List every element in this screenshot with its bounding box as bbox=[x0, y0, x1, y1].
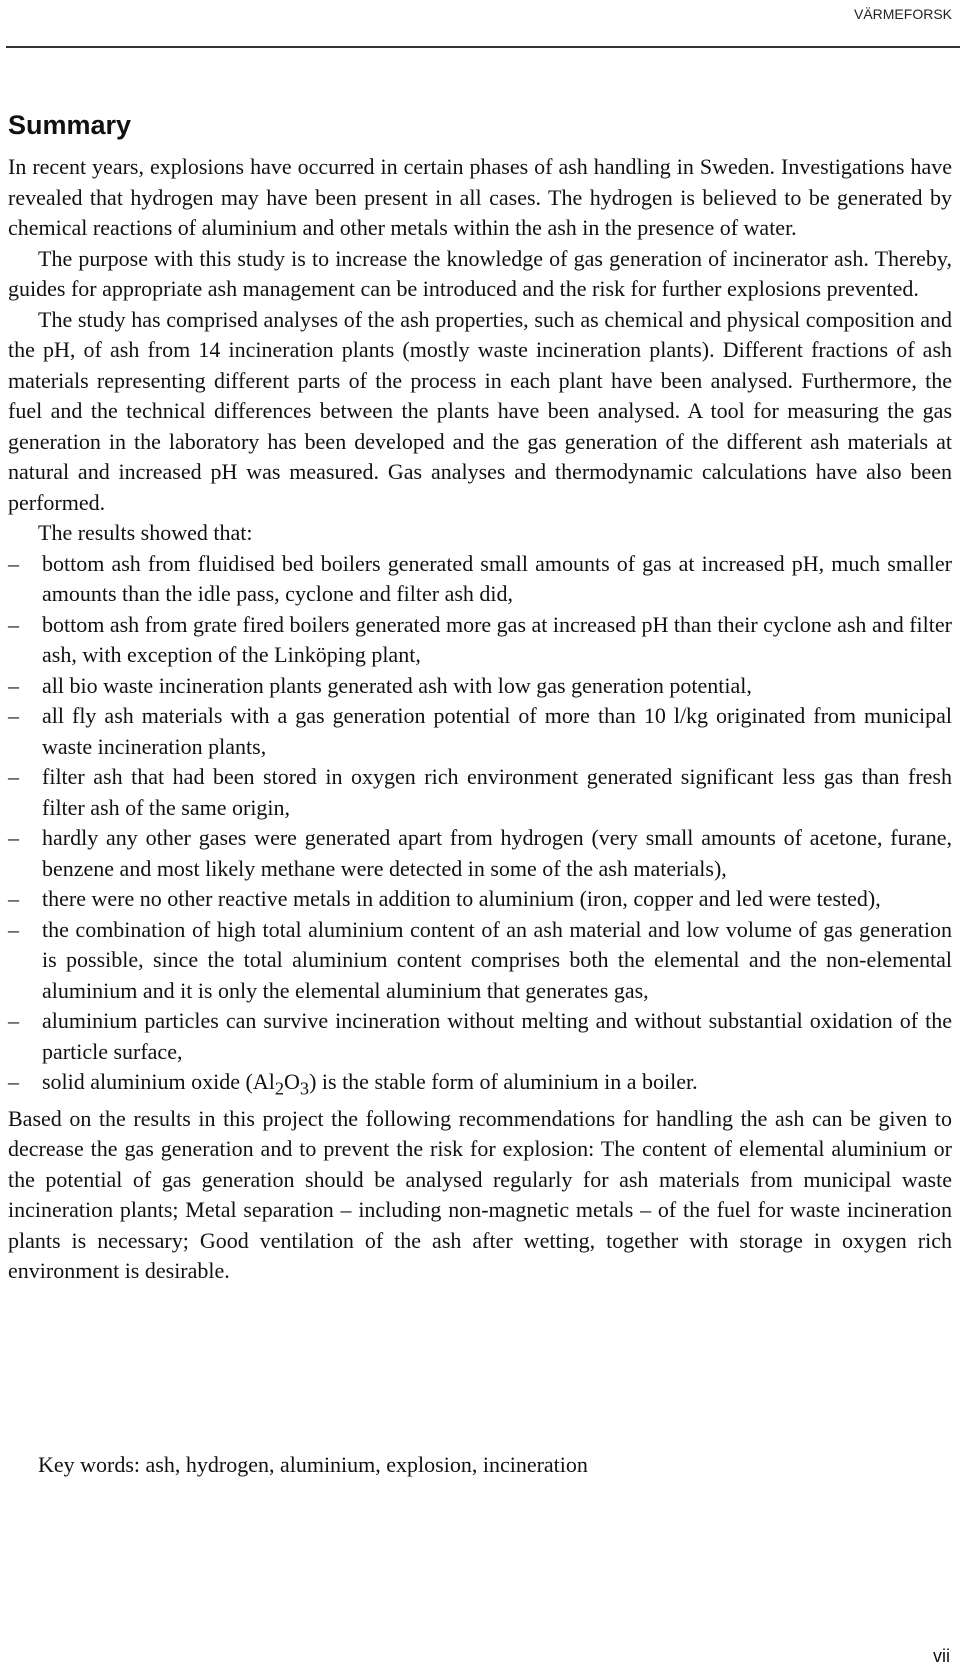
header-rule bbox=[6, 46, 960, 48]
list-item bbox=[8, 884, 952, 915]
dash-bullet: – bbox=[8, 825, 19, 850]
page-number: vii bbox=[933, 1646, 950, 1666]
list-item bbox=[8, 762, 952, 823]
finding-text: all bio waste incineration plants generated ash with low gas generation potential, bbox=[42, 672, 752, 698]
dash-bullet: – bbox=[8, 916, 19, 942]
dash-bullet: – bbox=[8, 1008, 19, 1033]
paragraph-recommendations: Based on the results in this project the following recommendations for handling the ash can be given to decrease the gas generation and to prevent the risk for explosion: The content of elemental aluminium or the potential of gas generation should be analysed regularly for ash materials from municipal waste incineration plants; Metal separation – including non-magnetic metals – of the fuel for waste incineration plants is necessary; Good ventilation of the ash after wetting, together with storage in oxygen rich environment is desirable. bbox=[8, 1105, 952, 1284]
finding-text: bottom ash from grate fired boilers generated more gas at increased pH than their cyclone ash and filter ash, with exception of the Linköping plant, bbox=[42, 611, 952, 667]
running-head: VÄRMEFORSK bbox=[853, 6, 952, 22]
results-intro: The results showed that: bbox=[38, 520, 253, 545]
dash-bullet: – bbox=[8, 550, 19, 576]
dash-bullet: – bbox=[8, 764, 19, 789]
paragraph-purpose: The purpose with this study is to increase the knowledge of gas generation of incinerator ash. Thereby, guides for appropriate ash management can be introduced and the risk for further explosions prevented. bbox=[8, 245, 952, 301]
subscript-2: 2 bbox=[274, 1078, 284, 1099]
list-item bbox=[8, 549, 952, 610]
list-item bbox=[8, 610, 952, 671]
paragraph-method: The study has comprised analyses of the ash properties, such as chemical and physical composition and the pH, of ash from 14 incineration plants (mostly waste incineration plants). Different fractions of ash materials representing different parts of the process in each plant have been analysed. Furthermore, the fuel and the technical differences between the plants have been analysed. A tool for measuring the gas generation in the laboratory has been developed and the gas generation of the different ash materials at natural and increased pH was measured. Gas analyses and thermodynamic calculations have also been performed. bbox=[8, 306, 952, 515]
finding-text: filter ash that had been stored in oxygen rich environment generated significant less gas than fresh filter ash of the same origin, bbox=[42, 764, 952, 820]
findings-list bbox=[8, 549, 952, 1104]
list-item bbox=[8, 671, 952, 702]
formula-prefix: solid aluminium oxide (Al bbox=[42, 1069, 275, 1094]
list-item bbox=[8, 915, 952, 1007]
subscript-3: 3 bbox=[299, 1078, 310, 1099]
dash-bullet: – bbox=[8, 1069, 19, 1094]
finding-text bbox=[42, 1069, 698, 1099]
dash-bullet: – bbox=[8, 611, 19, 637]
keywords-line: Key words: ash, hydrogen, aluminium, explosion, incineration bbox=[38, 1452, 588, 1477]
finding-text: the combination of high total aluminium content of an ash material and low volume of gas generation is possible, since the total aluminium content comprises both the elemental and the non-elemental aluminium and it is only the elemental aluminium that generates gas, bbox=[42, 916, 952, 1003]
list-item bbox=[8, 701, 952, 762]
list-item bbox=[8, 1006, 952, 1067]
finding-text: all fly ash materials with a gas generation potential of more than 10 l/kg originated from municipal waste incineration plants, bbox=[42, 703, 952, 759]
formula-suffix: ) is the stable form of aluminium in a boiler. bbox=[309, 1069, 698, 1094]
section-title: Summary bbox=[8, 110, 132, 140]
summary-body bbox=[8, 152, 952, 1287]
dash-bullet: – bbox=[8, 703, 19, 728]
list-item bbox=[8, 823, 952, 884]
paragraph-background: In recent years, explosions have occurred in certain phases of ash handling in Sweden. Investigations have revealed that hydrogen may have been present in all cases. The hydrogen is believed to be generated by chemical reactions of aluminium and other metals within the ash in the presence of water. bbox=[8, 154, 952, 240]
finding-text: hardly any other gases were generated apart from hydrogen (very small amounts of acetone, furane, benzene and most likely methane were detected in some of the ash materials), bbox=[42, 825, 952, 881]
finding-text: there were no other reactive metals in addition to aluminium (iron, copper and led were tested), bbox=[42, 886, 881, 911]
dash-bullet: – bbox=[8, 672, 19, 698]
formula-oxygen: O bbox=[284, 1069, 300, 1094]
finding-text: aluminium particles can survive incineration without melting and without substantial oxidation of the particle surface, bbox=[42, 1008, 952, 1064]
finding-text: bottom ash from fluidised bed boilers generated small amounts of gas at increased pH, much smaller amounts than the idle pass, cyclone and filter ash did, bbox=[42, 550, 952, 606]
dash-bullet: – bbox=[8, 886, 19, 911]
list-item bbox=[8, 1067, 952, 1104]
